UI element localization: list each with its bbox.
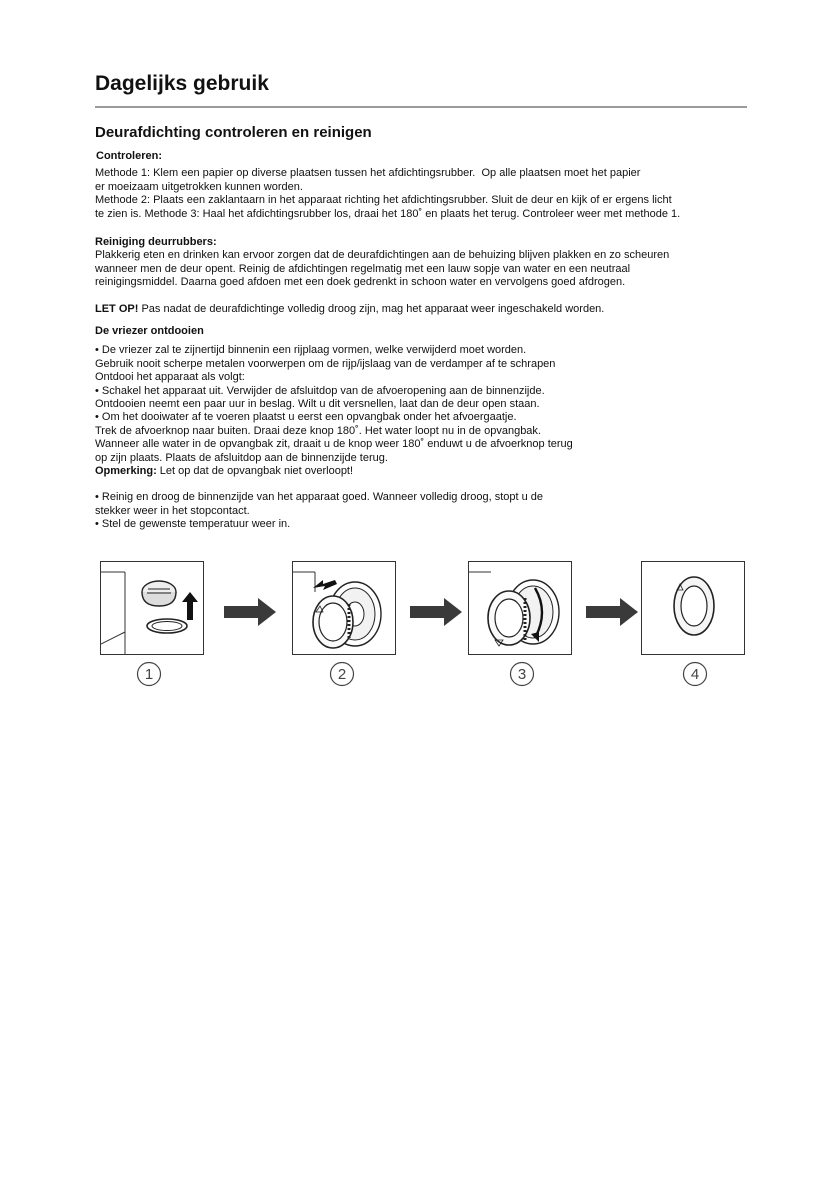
rotate-knob-illustration [469,562,572,655]
note-text: Let op dat de opvangbak niet overloopt! [156,465,354,478]
defrost-line: • Schakel het apparaat uit. Verwijder de afsluitdop van de afvoeropening aan de binnenzijde. [95,384,545,397]
defrost-line: Ontdooi het apparaat als volgt: [95,371,245,384]
defrost-line: Gebruik nooit scherpe metalen voorwerpen om de rijp/ijslaag van de verdamper af te schrapen [95,357,556,370]
step-3-panel [468,561,572,655]
defrost-heading: De vriezer ontdooien [95,325,204,337]
step-2-panel [292,561,396,655]
warning-line [95,303,755,316]
defrost-line: op zijn plaats. Plaats de afsluitdop aan de binnenzijde terug. [95,451,388,464]
step-1-panel [100,561,204,655]
pull-knob-illustration [293,562,396,655]
title-divider [95,106,747,108]
defrost-line: Ontdooien neemt een paar uur in beslag. Wilt u dit versnellen, laat dan de deur open staan. [95,398,540,411]
check-line: te zien is. Methode 3: Haal het afdichtingsrubber los, draai het 180˚ en plaats het terug. Controleer weer met methode 1. [95,207,681,220]
clean-line: wanneer men de deur opent. Reinig de afdichtingen regelmatig met een lauw sopje van water en een neutraal [95,262,631,275]
svg-text:4: 4 [690,666,700,683]
arrow-right-icon [410,597,462,627]
check-line: Methode 2: Plaats een zaklantaarn in het apparaat richting het afdichtingsrubber. Sluit de deur en kijk of er ergens licht [95,194,672,207]
defrost-line: Trek de afvoerknop naar buiten. Draai deze knop 180˚. Het water loopt nu in de opvangbak. [95,424,541,437]
check-heading: Controleren: [96,150,162,162]
clean-line: reinigingsmiddel. Daarna goed afdoen met een doek gedrenkt in schoon water en vervolgens goed afdrogen. [95,276,626,289]
step-number-1 [136,661,162,687]
check-line: Methode 1: Klem een papier op diverse plaatsen tussen het afdichtingsrubber. Op alle plaatsen moet het papier [95,167,641,180]
knob-replaced-illustration [642,562,745,655]
check-line: er moeizaam uitgetrokken kunnen worden. [95,180,303,193]
defrost-line: • Om het dooiwater af te voeren plaatst u eerst een opvangbak onder het afvoergaatje. [95,411,517,424]
svg-text:1: 1 [144,666,154,683]
final-line: • Stel de gewenste temperatuur weer in. [95,518,291,531]
svg-text:2: 2 [337,666,347,683]
clean-line: Plakkerig eten en drinken kan ervoor zorgen dat de deurafdichtingen aan de behuizing blijven plakken en zo scheuren [95,249,670,262]
svg-text:3: 3 [517,666,527,683]
arrow-right-icon [586,597,638,627]
defrost-block [95,325,755,532]
section-heading: Deurafdichting controleren en reinigen [95,124,372,141]
clean-block [95,236,755,290]
note-label: Opmerking: [95,465,157,478]
drain-plug-removal-illustration [101,562,204,655]
clean-heading: Reiniging deurrubbers: [95,236,217,248]
final-line: stekker weer in het stopcontact. [95,504,250,517]
step-number-4 [682,661,708,687]
arrow-right-icon [224,597,276,627]
page-title: Dagelijks gebruik [95,72,269,95]
step-number-2 [329,661,355,687]
warning-text: Pas nadat de deurafdichtinge volledig droog zijn, mag het apparaat weer ingeschakeld worden. [138,303,605,315]
check-block [95,150,755,221]
defrost-line: • De vriezer zal te zijnertijd binnenin een rijplaag vormen, welke verwijderd moet worden. [95,344,527,357]
warning-label: LET OP! [95,303,139,315]
final-line: • Reinig en droog de binnenzijde van het apparaat goed. Wanneer volledig droog, stopt u de [95,491,544,504]
step-4-panel [641,561,745,655]
step-number-3 [509,661,535,687]
defrost-steps-illustration [100,561,745,691]
defrost-line: Wanneer alle water in de opvangbak zit, draait u de knop weer 180˚ enduwt u de afvoerknop terug [95,438,573,451]
